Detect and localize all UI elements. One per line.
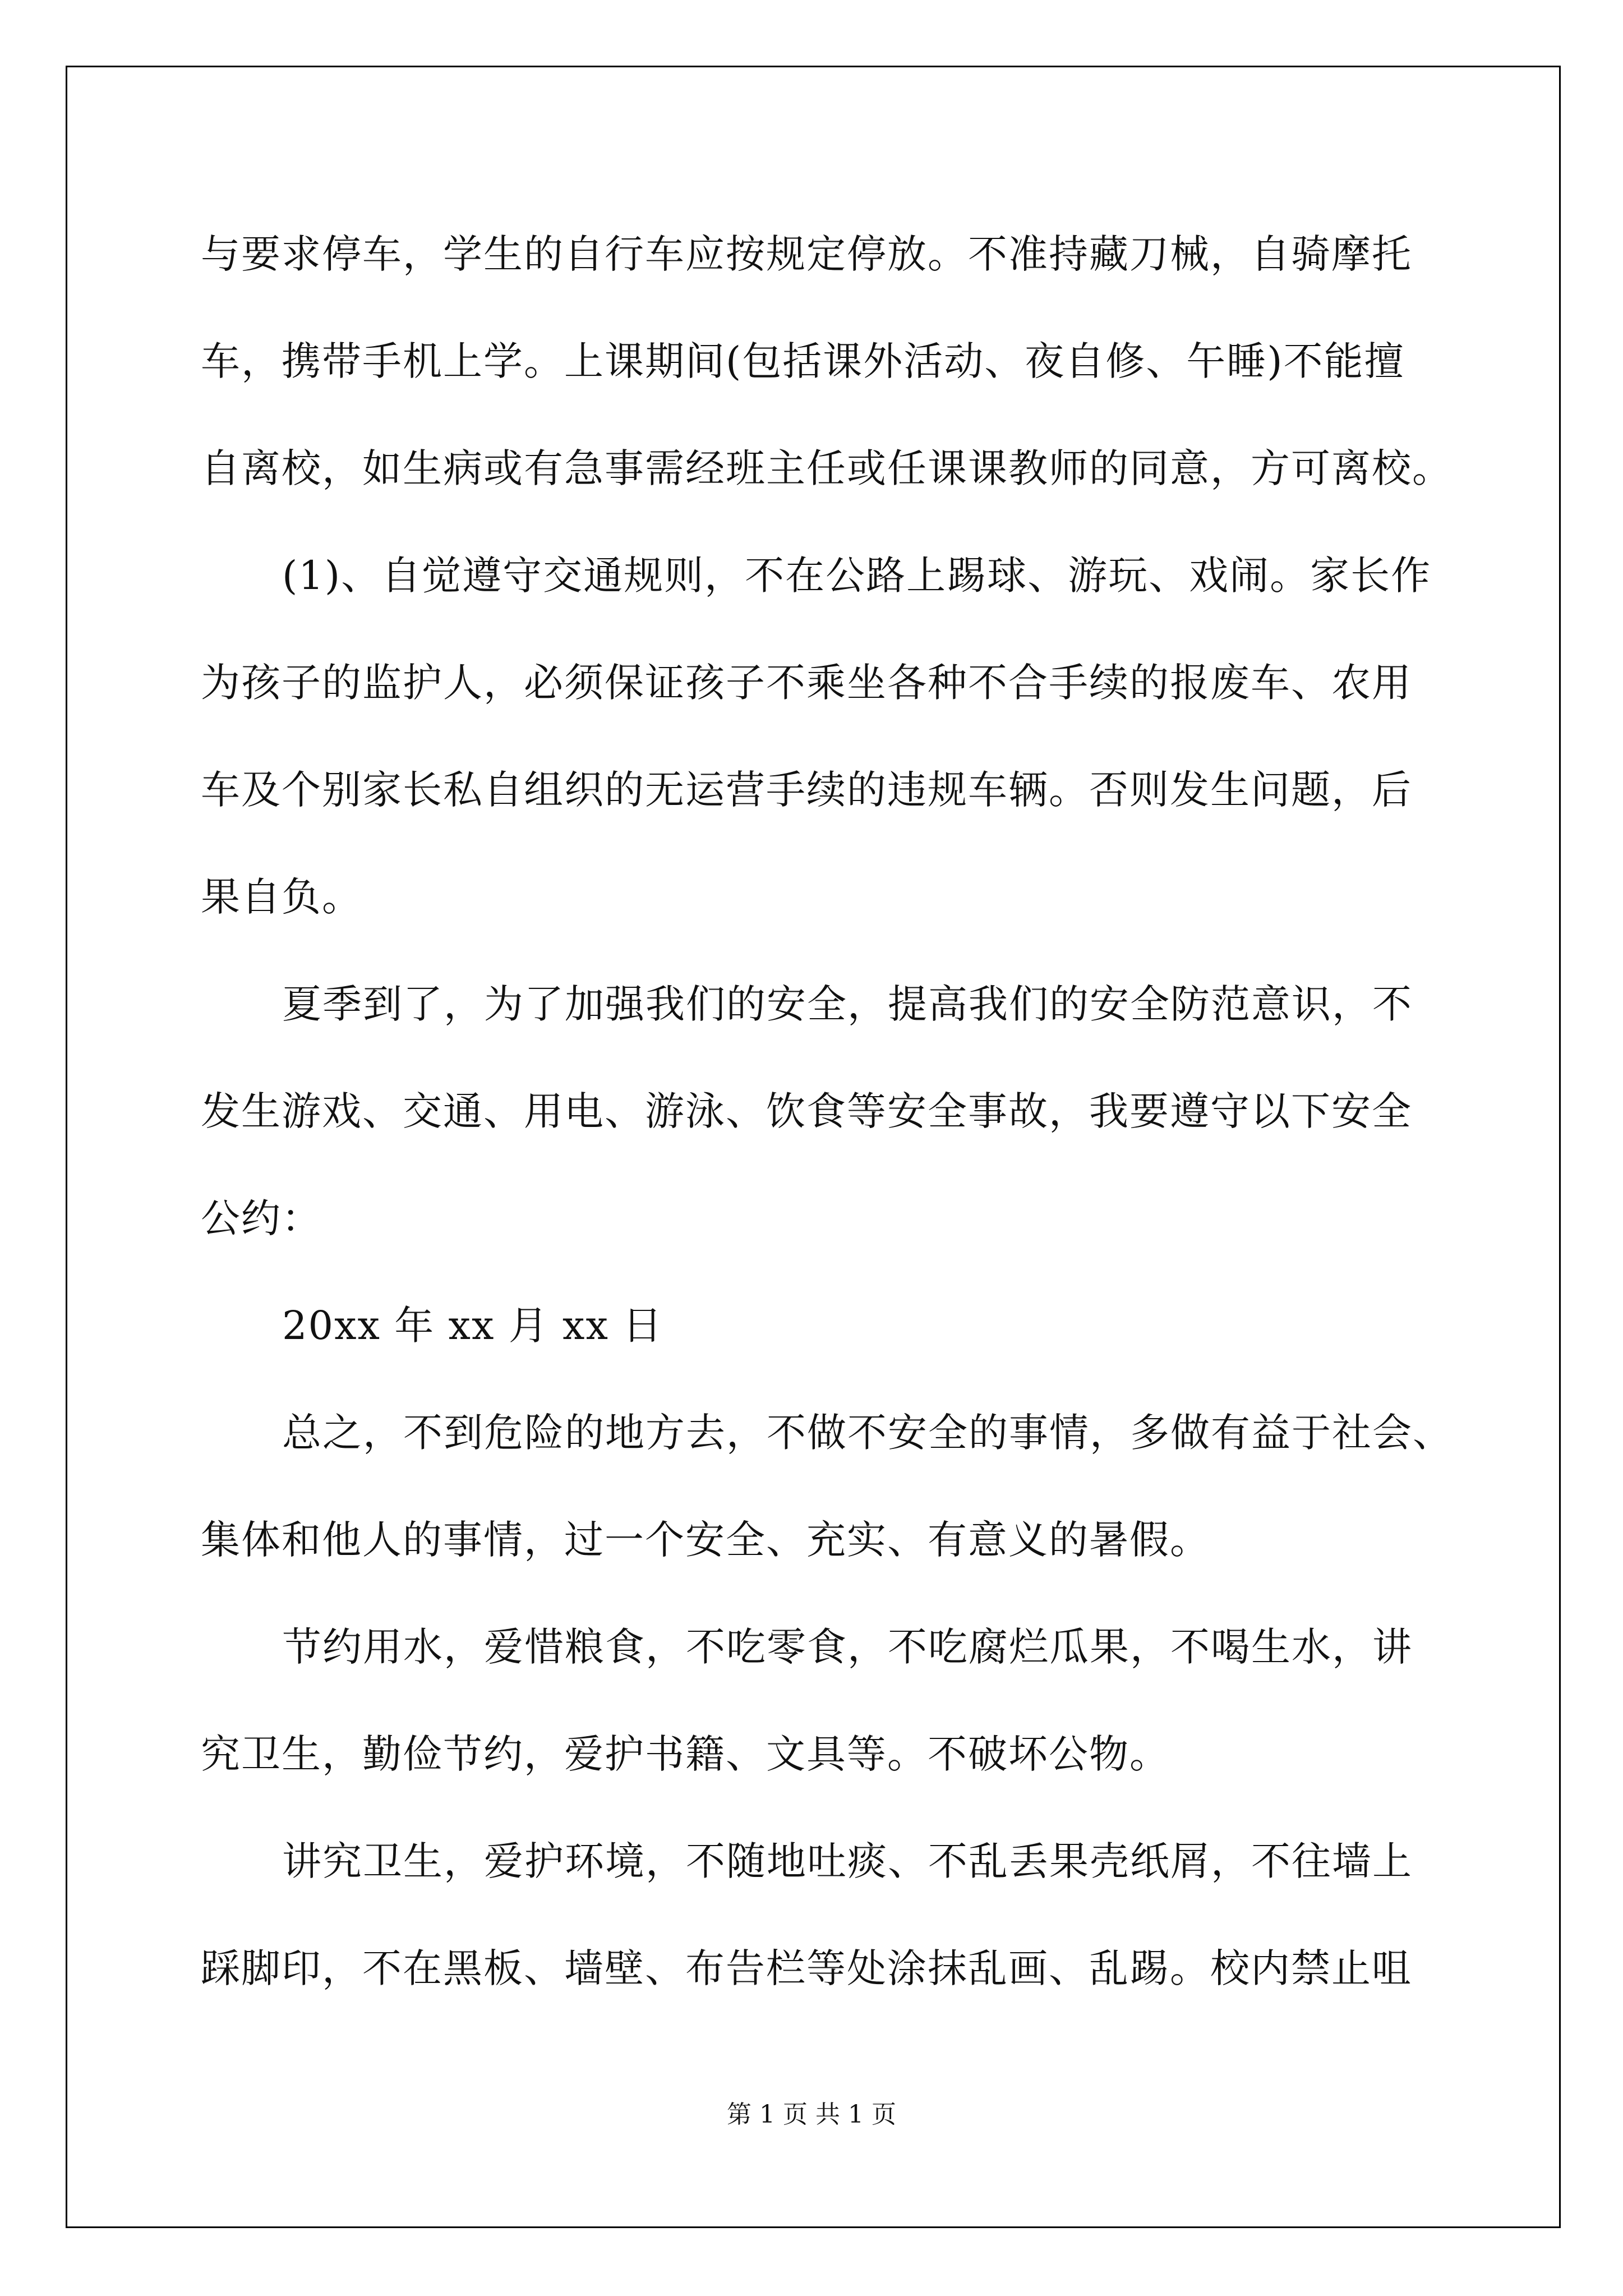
text-line: 自离校，如生病或有急事需经班主任或任课课教师的同意，方可离校。 bbox=[201, 445, 1453, 491]
paragraph-start-line: 讲究卫生，爱护环境，不随地吐痰、不乱丢果壳纸屑，不往墙上 bbox=[282, 1838, 1413, 1884]
text-line: 集体和他人的事情，过一个安全、充实、有意义的暑假。 bbox=[201, 1517, 1210, 1563]
paragraph-start-line: 节约用水，爱惜粮食，不吃零食，不吃腐烂瓜果，不喝生水，讲 bbox=[282, 1624, 1413, 1670]
text-line: 踩脚印，不在黑板、墙壁、布告栏等处涂抹乱画、乱踢。校内禁止咀 bbox=[201, 1945, 1412, 1991]
text-line: 与要求停车，学生的自行车应按规定停放。不准持藏刀械，自骑摩托 bbox=[201, 231, 1412, 277]
page-number-footer: 第 1 页 共 1 页 bbox=[727, 2100, 896, 2129]
text-line: 果自负。 bbox=[201, 874, 362, 920]
text-line: 究卫生，勤俭节约，爱护书籍、文具等。不破坏公物。 bbox=[201, 1731, 1170, 1777]
text-line: 为孩子的监护人，必须保证孩子不乘坐各种不合手续的报废车、农用 bbox=[201, 660, 1412, 706]
text-line: 车及个别家长私自组织的无运营手续的违规车辆。否则发生问题，后 bbox=[201, 767, 1412, 813]
text-line: 发生游戏、交通、用电、游泳、饮食等安全事故，我要遵守以下安全 bbox=[201, 1088, 1412, 1134]
paragraph-start-line: 总之，不到危险的地方去，不做不安全的事情，多做有益于社会、 bbox=[282, 1410, 1453, 1456]
paragraph-start-line: (1)、自觉遵守交通规则，不在公路上踢球、游玩、戏闹。家长作 bbox=[282, 553, 1432, 599]
text-line: 车，携带手机上学。上课期间(包括课外活动、夜自修、午睡)不能擅 bbox=[201, 338, 1405, 384]
paragraph-start-line: 夏季到了，为了加强我们的安全，提高我们的安全防范意识，不 bbox=[282, 981, 1413, 1027]
text-line: 公约： bbox=[201, 1195, 322, 1241]
date-line: 20xx 年 xx 月 xx 日 bbox=[282, 1303, 663, 1349]
